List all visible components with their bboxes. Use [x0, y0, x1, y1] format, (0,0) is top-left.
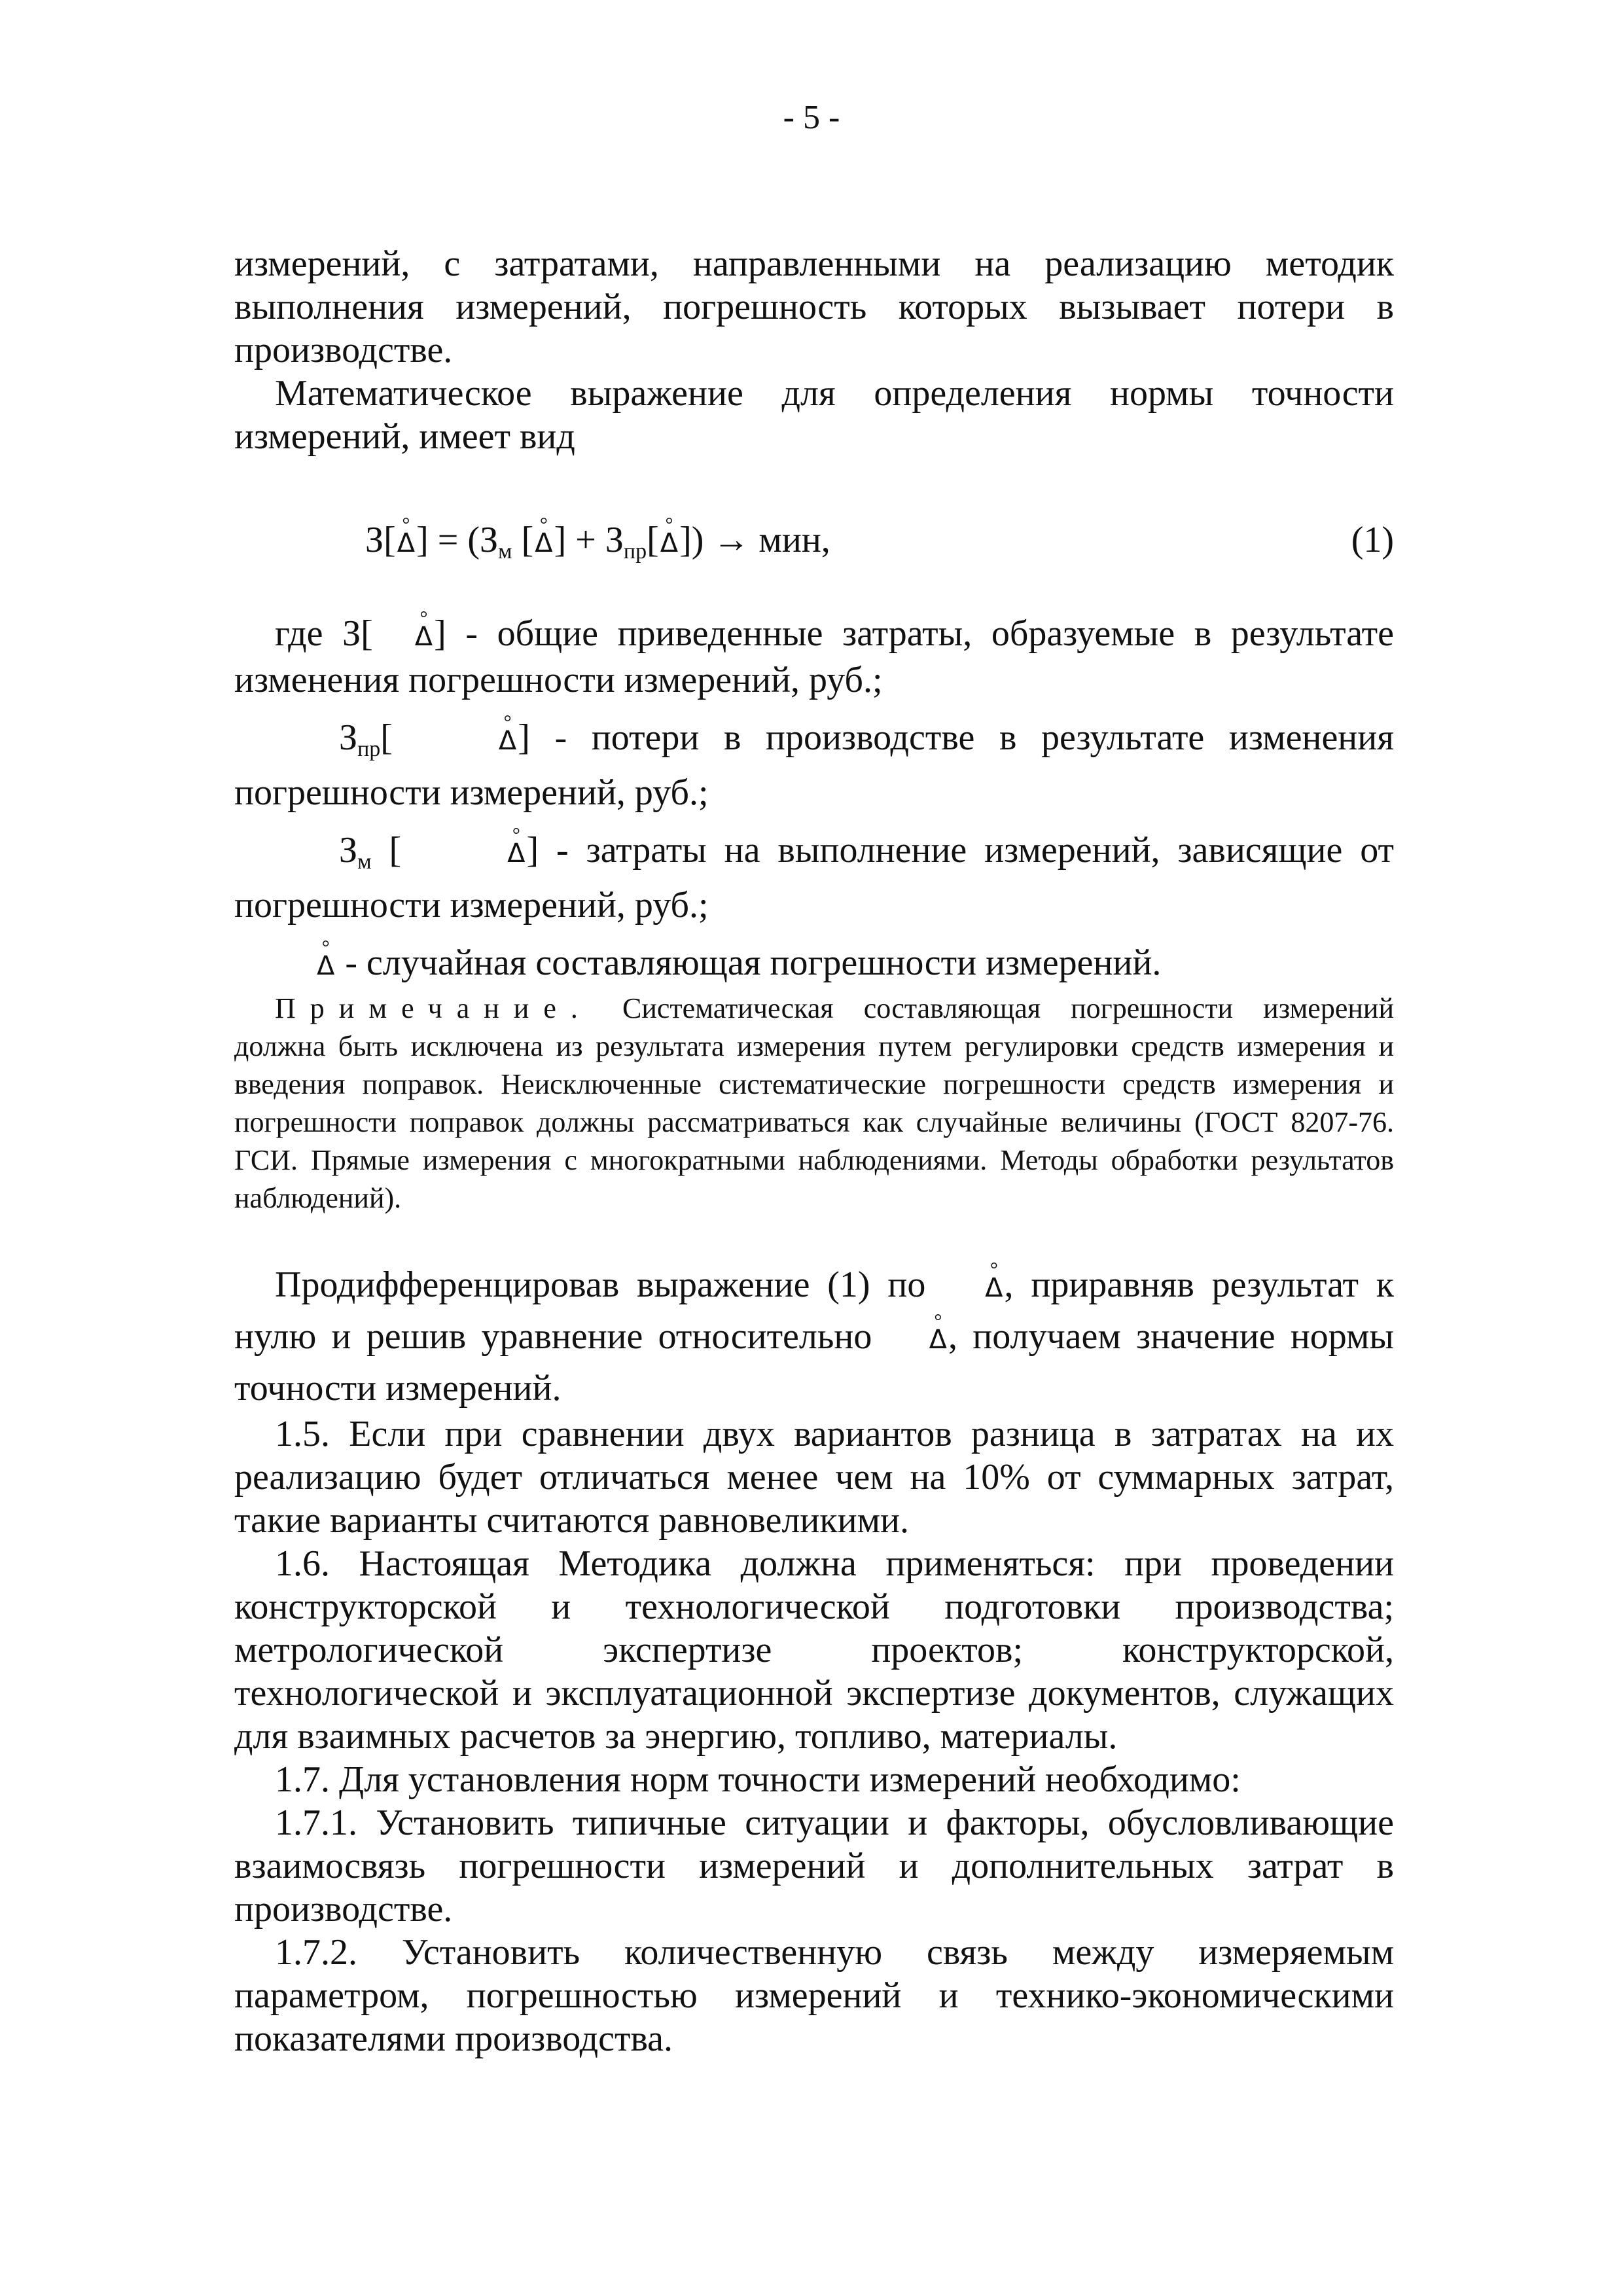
delta-symbol: ° Δ — [396, 520, 416, 566]
formula-bracket-close: ] — [554, 520, 567, 560]
text-run: Продифференцировав выражение (1) по — [275, 1265, 944, 1305]
formula-plus-z: + З — [566, 520, 624, 560]
formula-bracket-close: ] — [416, 520, 429, 560]
delta-symbol: ° Δ — [373, 615, 434, 658]
definition-subscript-m: м — [357, 850, 372, 874]
formula-number: (1) — [1351, 520, 1394, 560]
definition-text: - общие приведенные затраты, образуемые в результате изменения погрешности измерений, руб.; — [234, 613, 1394, 700]
formula-subscript-m: м — [498, 539, 512, 564]
section-1-7-2: 1.7.2. Установить количественную связь между измеряемым параметром, погрешностью измерений и технико-экономическими показателями производства. — [234, 1932, 1394, 2059]
definition-random-component — [234, 941, 1394, 988]
formula-bracket-close: ] — [679, 520, 692, 560]
intro-block — [234, 242, 1394, 458]
delta-symbol: ° Δ — [393, 719, 518, 762]
definition-measurement-costs: $З_м$ [° Δ] - затраты на выполнение измерений, зависящие от погрешности измерений, руб.; — [234, 829, 1394, 927]
formula-bracket-open: [ — [521, 520, 534, 560]
text-run: , получаем значение нормы точности измерений. — [234, 1316, 1395, 1408]
main-text-block — [234, 1261, 1394, 2060]
delta-symbol: ° Δ — [275, 944, 336, 988]
delta-symbol: ° Δ — [943, 1264, 1004, 1312]
definition-production-losses: $З_{пр}[^\circ$ Δ] - потери в производстве в результате изменения погрешности измерений, руб.; — [234, 716, 1394, 814]
definitions-block — [234, 612, 1394, 988]
differentiation-paragraph — [234, 1261, 1394, 1412]
delta-symbol: ° Δ — [887, 1316, 948, 1364]
math-intro-paragraph: Математическое выражение для определения нормы точности измерений, имеет вид — [234, 373, 1394, 457]
formula-bracket-open: [ — [647, 520, 659, 560]
definition-text: - случайная составляющая погрешности измерений. — [336, 942, 1162, 983]
section-1-7-1: 1.7.1. Установить типичные ситуации и факторы, обусловливающие взаимосвязь погрешности измерений и дополнительных затрат в производстве. — [234, 1803, 1394, 1929]
definition-term: З — [339, 830, 358, 870]
section-1-6: 1.6. Настоящая Методика должна применяться: при проведении конструкторской и технологической подготовки производства; метрологической экспертизе проектов; конструкторской, технологической и эксплуатационной экспертизе документов, служащих для взаимных расчетов за энергию, топливо, материалы. — [234, 1543, 1394, 1757]
delta-symbol: ° Δ — [401, 832, 526, 875]
note-paragraph — [234, 990, 1394, 1217]
formula-subscript-pr: пр — [623, 539, 647, 564]
section-1-7: 1.7. Для установления норм точности измерений необходимо: — [275, 1759, 1241, 1800]
formula-close-arrow: ) → мин, — [691, 520, 830, 560]
formula-expression — [365, 517, 830, 575]
definition-text: - затраты на выполнение измерений, зависящие от погрешности измерений, руб.; — [234, 830, 1394, 925]
delta-symbol: ° Δ — [533, 520, 554, 566]
text-run: , приравняв результат к нулю и решив уравнение относительно — [234, 1265, 1394, 1357]
intro-continuation-paragraph: измерений, с затратами, направленными на реализацию методик выполнения измерений, погрешность которых вызывает потери в производстве. — [234, 243, 1394, 370]
formula-equals-open: = (З — [428, 520, 499, 560]
definition-total-costs: где З[° Δ] - общие приведенные затраты, образуемые в результате изменения погрешности измерений, руб.; — [234, 612, 1394, 702]
definition-term: З — [339, 717, 358, 758]
note-text: Систематическая составляющая погрешности измерений должна быть исключена из результата измерения путем регулировки средств измерения и введения поправок. Неисключенные систематические погрешности средств измерения и погрешности поправок должны рассматриваться как случайные величины (ГОСТ 8207-76. ГСИ. Прямые измерения с многократными наблюдениями. Методы обработки результатов наблюдений). — [234, 992, 1394, 1214]
definition-term: где З — [275, 613, 361, 654]
formula-bracket-open: [ — [383, 520, 396, 560]
definition-text: - потери в производстве в результате изменения погрешности измерений, руб.; — [234, 717, 1394, 813]
formula-z: З — [365, 520, 384, 560]
note-label: Примечание. — [275, 992, 592, 1024]
section-1-5: 1.5. Если при сравнении двух вариантов разница в затратах на их реализацию будет отличаться менее чем на 10% от суммарных затрат, такие варианты считаются равновеликими. — [234, 1414, 1394, 1541]
definition-subscript-pr: пр — [357, 737, 381, 761]
note-block — [234, 990, 1394, 1217]
delta-symbol: ° Δ — [659, 520, 679, 566]
page-number: - 5 - — [783, 99, 840, 136]
